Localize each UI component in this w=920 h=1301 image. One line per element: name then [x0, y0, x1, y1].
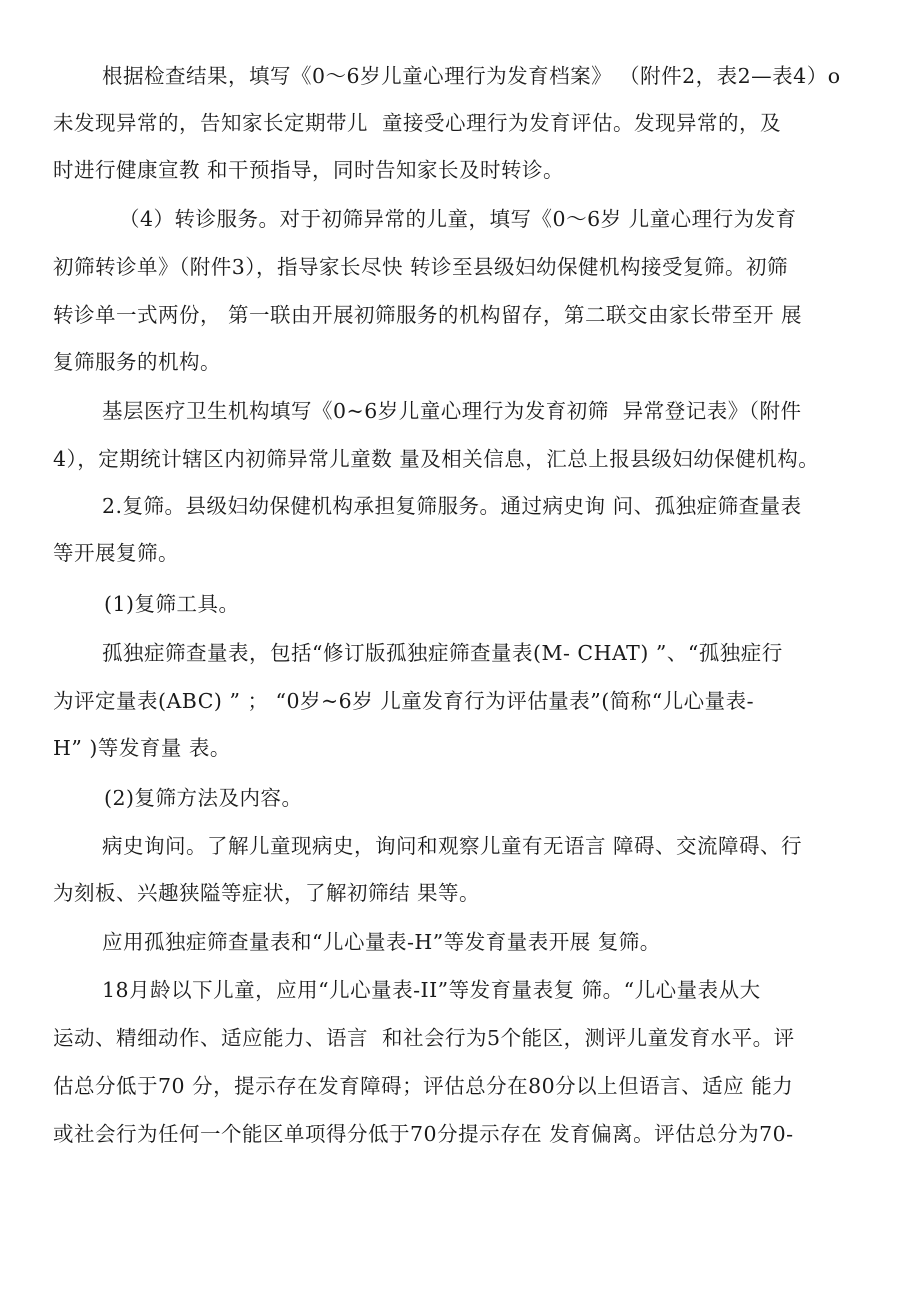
text-line-11: 等开展复筛。: [53, 541, 179, 565]
text-line-16: (2)复筛方法及内容。: [104, 786, 303, 810]
text-line-13: 孤独症筛查量表，包括“修订版孤独症筛查量表(M- CHAT) ”、“孤独症行: [102, 641, 783, 665]
text-line-21: 运动、精细动作、适应能力、语言 和社会行为5个能区，测评儿童发育水平。评: [53, 1026, 795, 1050]
text-line-3: 时进行健康宣教 和干预指导，同时告知家长及时转诊。: [53, 158, 565, 182]
text-line-17: 病史询问。了解儿童现病史，询问和观察儿童有无语言 障碍、交流障碍、行: [102, 834, 803, 858]
text-line-20: 18月龄以下儿童，应用“儿心量表-II”等发育量表复 筛。“儿心量表从大: [102, 978, 761, 1002]
text-line-7: 复筛服务的机构。: [53, 350, 221, 374]
text-line-2: 未发现异常的，告知家长定期带儿 童接受心理行为发育评估。发现异常的，及: [53, 111, 782, 135]
text-line-4: （4）转诊服务。对于初筛异常的儿童，填写《0～6岁 儿童心理行为发育: [119, 207, 797, 231]
text-line-5: 初筛转诊单》（附件3），指导家长尽快 转诊至县级妇幼保健机构接受复筛。初筛: [53, 255, 789, 279]
text-line-1: 根据检查结果，填写《0～6岁儿童心理行为发育档案》 （附件2，表2—表4）o: [102, 64, 841, 88]
text-line-18: 为刻板、兴趣狭隘等症状，了解初筛结 果等。: [53, 881, 481, 905]
text-line-12: (1)复筛工具。: [104, 592, 240, 616]
text-line-9: 4），定期统计辖区内初筛异常儿童数 量及相关信息，汇总上报县级妇幼保健机构。: [53, 447, 820, 471]
text-line-10: 2.复筛。县级妇幼保健机构承担复筛服务。通过病史询 问、孤独症筛查量表: [102, 494, 802, 518]
text-line-6: 转诊单一式两份， 第一联由开展初筛服务的机构留存，第二联交由家长带至开 展: [53, 303, 803, 327]
text-line-8: 基层医疗卫生机构填写《0~6岁儿童心理行为发育初筛 异常登记表》（附件: [102, 399, 802, 423]
text-line-14: 为评定量表(ABC) ” ； “0岁~6岁 儿童发育行为评估量表”(简称“儿心量表-: [53, 689, 755, 713]
text-line-22: 估总分低于70 分，提示存在发育障碍；评估总分在80分以上但语言、适应 能力: [53, 1074, 794, 1098]
text-line-23: 或社会行为任何一个能区单项得分低于70分提示存在 发育偏离。评估总分为70-: [53, 1122, 794, 1146]
text-line-15: H” )等发育量 表。: [53, 736, 231, 760]
text-line-19: 应用孤独症筛查量表和“儿心量表-H”等发育量表开展 复筛。: [102, 930, 661, 954]
